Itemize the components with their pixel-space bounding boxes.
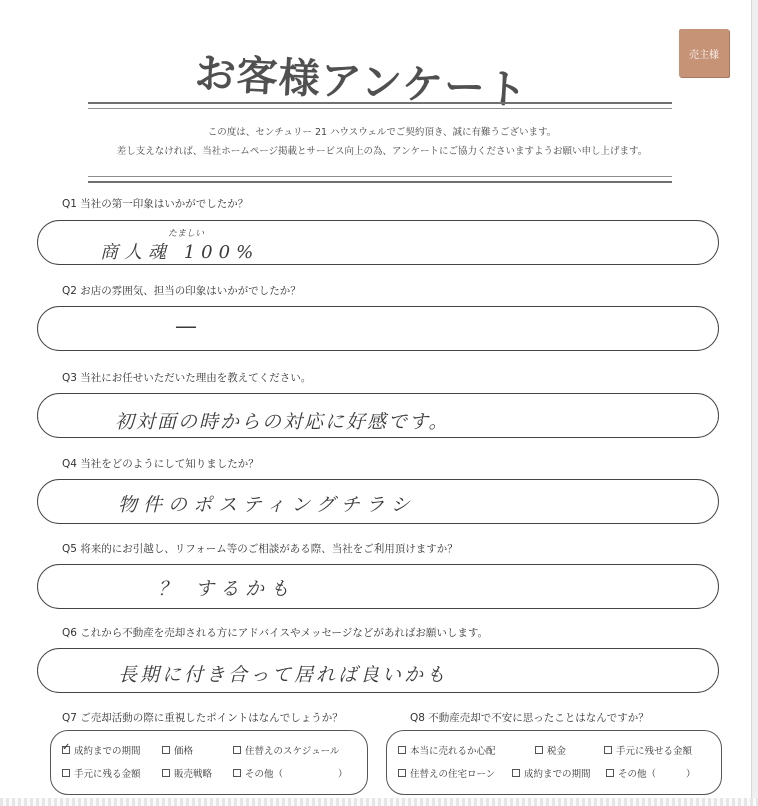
q7-option-strategy[interactable]: 販売戦略 [162, 766, 212, 780]
checkbox-icon[interactable] [233, 769, 241, 777]
checkbox-checked-icon[interactable] [62, 746, 70, 754]
page-edge [751, 0, 758, 806]
checkbox-icon[interactable] [162, 746, 170, 754]
q1-answer: 商人魂 100% [100, 242, 260, 263]
q7-option-other[interactable]: その他（ ） [233, 766, 348, 780]
checkbox-icon[interactable] [162, 769, 170, 777]
q5-answer: ？ するかも [158, 578, 296, 600]
q8-option-tax[interactable]: 税金 [535, 743, 566, 757]
q7-option-schedule[interactable]: 住替えのスケジュール [233, 743, 339, 757]
checkbox-icon[interactable] [398, 769, 406, 777]
checkbox-icon[interactable] [604, 746, 612, 754]
q8-option-sellable[interactable]: 本当に売れるか心配 [398, 743, 496, 757]
q3-label: Q3 当社にお任せいただいた理由を教えてください。 [62, 372, 312, 384]
q7-label: Q7 ご売却活動の際に重視したポイントはなんでしょうか？ [62, 712, 343, 724]
checkbox-icon[interactable] [233, 746, 241, 754]
q7-option-amount[interactable]: 手元に残る金額 [62, 766, 141, 780]
bottom-rule-thin [88, 176, 672, 177]
page-bottom-edge [0, 798, 758, 806]
top-rule [88, 102, 672, 104]
bottom-rule [88, 181, 672, 183]
q7-option-price[interactable]: 価格 [162, 743, 193, 757]
intro-line-1: この度は、センチュリー 21 ハウスウェルでご契約頂き、誠に有難うございます。 [207, 127, 557, 138]
survey-title: お客様アンケート [193, 49, 530, 115]
intro-line-2: 差し支えなければ、当社ホームページ掲載とサービス向上の為、アンケートにご協力くださいますようお願い申し上げます。 [116, 146, 648, 157]
q8-options-box [386, 730, 722, 795]
q3-answer: 初対面の時からの対応に好感です。 [115, 411, 450, 433]
checkbox-icon[interactable] [606, 769, 614, 777]
checkbox-icon[interactable] [512, 769, 520, 777]
q7-option-period[interactable]: ✓ 成約までの期間 [62, 743, 141, 757]
checkbox-icon[interactable] [62, 769, 70, 777]
top-rule-thin [88, 108, 672, 109]
checkbox-icon[interactable] [398, 746, 406, 754]
q1-label: Q1 当社の第一印象はいかがでしたか？ [62, 198, 249, 210]
q7-options-box [50, 730, 368, 795]
q8-label: Q8 不動産売却で不安に思ったことはなんですか？ [410, 712, 649, 724]
q6-label: Q6 これから不動産を売却される方にアドバイスやメッセージなどがあればお願いします。 [62, 627, 488, 639]
q2-answer-box[interactable] [37, 306, 719, 351]
q5-answer-box[interactable] [37, 564, 719, 609]
q8-option-other[interactable]: その他（ ） [606, 766, 696, 780]
q6-answer: 長期に付き合って居れば良いかも [118, 664, 449, 686]
q1-ruby: たましい [168, 229, 205, 239]
q8-option-amount[interactable]: 手元に残せる金額 [604, 743, 692, 757]
checkbox-icon[interactable] [535, 746, 543, 754]
q2-label: Q2 お店の雰囲気、担当の印象はいかがでしたか？ [62, 285, 301, 297]
q4-answer: 物件のポスティングチラシ [118, 494, 416, 516]
q8-option-loan[interactable]: 住替えの住宅ローン [398, 766, 495, 780]
q5-label: Q5 将来的にお引越し、リフォーム等のご相談がある際、当社をご利用頂けますか？ [62, 543, 458, 555]
q8-option-period[interactable]: 成約までの期間 [512, 766, 591, 780]
seller-badge: 売主様 [679, 29, 729, 77]
q2-answer: — [175, 314, 203, 339]
q4-label: Q4 当社をどのようにして知りましたか？ [62, 458, 259, 470]
